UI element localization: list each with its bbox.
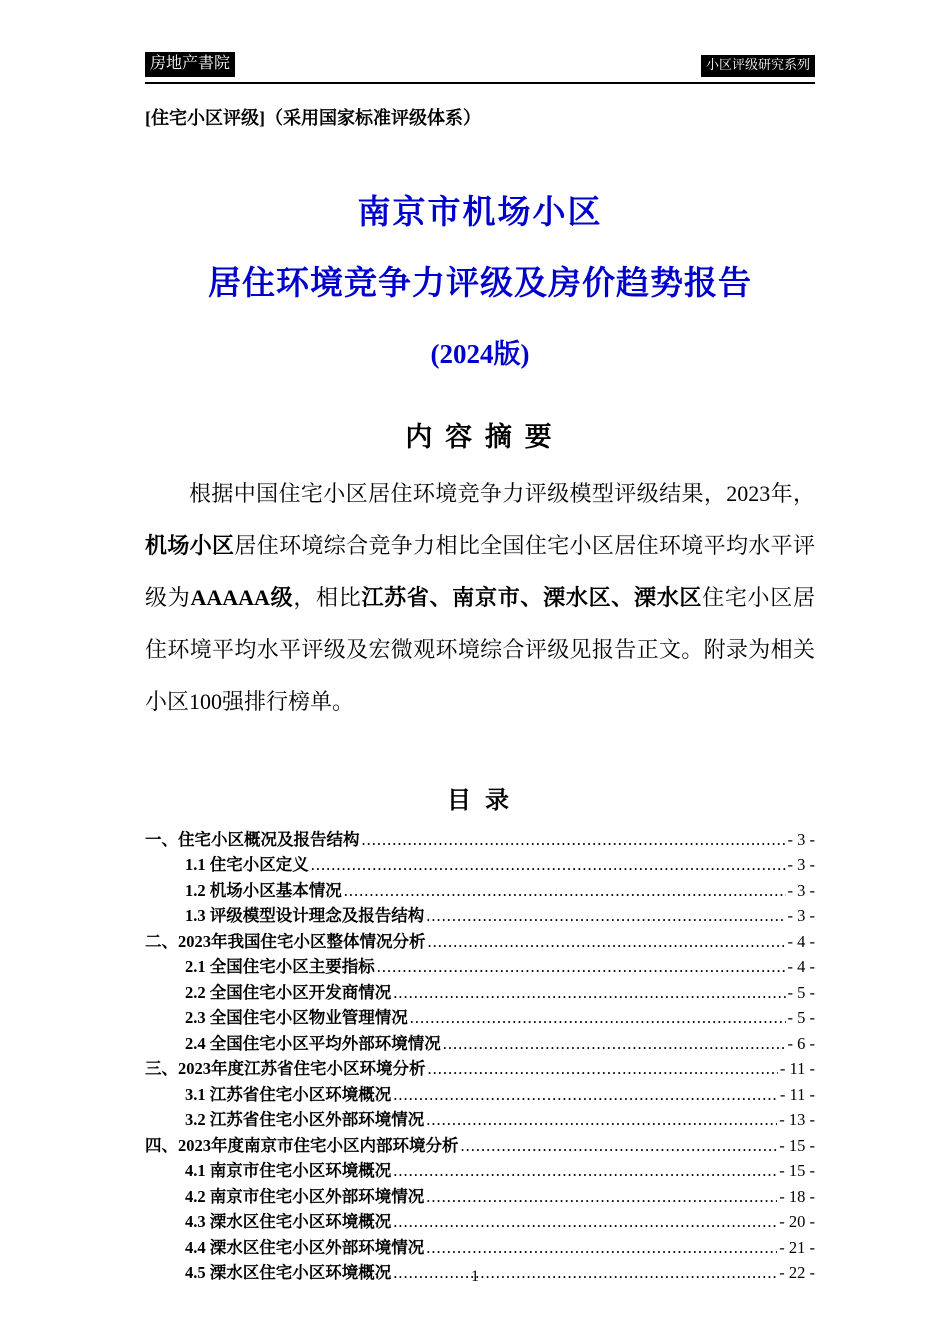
toc-item-label: 4.5 溧水区住宅小区环境概况 <box>185 1263 392 1283</box>
toc-item-label: 二、2023年我国住宅小区整体情况分析 <box>145 931 426 951</box>
summary-heading: 内 容 摘 要 <box>405 421 555 452</box>
toc-item <box>145 1107 815 1133</box>
toc-dot-leader <box>393 1158 777 1184</box>
toc-page-number: - 22 - <box>779 1263 815 1283</box>
toc-item-label: 2.4 全国住宅小区平均外部环境情况 <box>185 1033 441 1053</box>
toc-item <box>145 1235 815 1261</box>
toc-dot-leader <box>461 1133 778 1159</box>
toc-item-label: 4.4 溧水区住宅小区外部环境情况 <box>185 1237 425 1257</box>
toc-dot-leader <box>311 852 786 878</box>
summary-text-run: ，相比 <box>293 584 362 610</box>
toc-page-number: - 18 - <box>779 1186 815 1206</box>
toc-item <box>145 980 815 1006</box>
toc-dot-leader <box>426 903 785 929</box>
summary-text-bold-run: AAAAA级 <box>190 584 294 610</box>
toc-item-label: 一、住宅小区概况及报告结构 <box>145 829 360 849</box>
toc-item <box>145 852 815 878</box>
toc-page-number: - 4 - <box>787 957 815 977</box>
toc-item-label: 4.2 南京市住宅小区外部环境情况 <box>185 1186 425 1206</box>
toc-dot-leader <box>393 1082 778 1108</box>
toc-dot-leader <box>443 1031 786 1057</box>
toc-page-number: - 13 - <box>779 1110 815 1130</box>
toc-heading: 目 录 <box>447 787 513 814</box>
toc-item <box>145 1158 815 1184</box>
toc-item <box>145 1082 815 1108</box>
toc-item-label: 1.1 住宅小区定义 <box>185 855 309 875</box>
toc-page-number: - 6 - <box>787 1033 815 1053</box>
toc-item-label: 1.3 评级模型设计理念及报告结构 <box>185 906 425 926</box>
toc-page-number: - 11 - <box>779 1059 815 1079</box>
toc-item-label: 2.1 全国住宅小区主要指标 <box>185 957 375 977</box>
summary-text-run: 住宅小区居住环境平均水平评级及宏微观环境综合评级见报告正文。附录为相关小区100强排行榜单。 <box>145 584 815 714</box>
report-title-line2: 居住环境竞争力评级及房价趋势报告 <box>208 265 752 302</box>
report-edition: (2024版) <box>430 338 530 369</box>
toc-page-number: - 3 - <box>787 829 815 849</box>
header-rule <box>145 82 815 84</box>
toc-page-number: - 15 - <box>779 1161 815 1181</box>
summary-text-bold-run: 机场小区 <box>145 532 235 558</box>
toc-page-number: - 3 - <box>787 855 815 875</box>
toc-item <box>145 1056 815 1082</box>
toc-dot-leader <box>426 1184 777 1210</box>
toc-list <box>145 827 815 1286</box>
report-title-line1: 南京市机场小区 <box>357 194 603 231</box>
toc-item <box>145 1133 815 1159</box>
toc-dot-leader <box>426 1107 777 1133</box>
toc-item-label: 4.3 溧水区住宅小区环境概况 <box>185 1212 392 1232</box>
toc-item <box>145 929 815 955</box>
toc-item-label: 2.2 全国住宅小区开发商情况 <box>185 982 392 1002</box>
toc-page-number: - 5 - <box>787 1008 815 1028</box>
toc-dot-leader <box>362 827 786 853</box>
toc-dot-leader <box>428 1056 778 1082</box>
toc-item <box>145 827 815 853</box>
toc-item <box>145 1005 815 1031</box>
page-header <box>145 52 815 77</box>
toc-item <box>145 954 815 980</box>
toc-dot-leader <box>426 1235 777 1261</box>
toc-page-number: - 21 - <box>779 1237 815 1257</box>
toc-item <box>145 1184 815 1210</box>
toc-dot-leader <box>393 1209 777 1235</box>
summary-paragraph <box>145 468 815 728</box>
toc-page-number: - 3 - <box>787 880 815 900</box>
header-left-badge: 房地产書院 <box>145 52 235 77</box>
toc-page-number: - 20 - <box>779 1212 815 1232</box>
toc-item <box>145 1031 815 1057</box>
toc-item-label: 1.2 机场小区基本情况 <box>185 880 342 900</box>
toc-dot-leader <box>410 1005 786 1031</box>
summary-text-run: 居住环境综合竞争力相比全国住宅小区居住环境平均水平评级为 <box>145 532 815 610</box>
toc-item-label: 三、2023年度江苏省住宅小区环境分析 <box>145 1059 426 1079</box>
toc-dot-leader <box>393 980 785 1006</box>
toc-item-label: 3.2 江苏省住宅小区外部环境情况 <box>185 1110 425 1130</box>
page-number-footer: 1 <box>471 1268 479 1285</box>
toc-page-number: - 5 - <box>787 982 815 1002</box>
toc-item <box>145 1209 815 1235</box>
toc-page-number: - 4 - <box>787 931 815 951</box>
toc-item-label: 4.1 南京市住宅小区环境概况 <box>185 1161 392 1181</box>
toc-item-label: 3.1 江苏省住宅小区环境概况 <box>185 1084 392 1104</box>
summary-text-run: 根据中国住宅小区居住环境竞争力评级模型评级结果，2023年， <box>189 480 815 506</box>
toc-dot-leader <box>428 929 786 955</box>
toc-item-label: 2.3 全国住宅小区物业管理情况 <box>185 1008 408 1028</box>
toc-page-number: - 15 - <box>779 1135 815 1155</box>
toc-page-number: - 3 - <box>787 906 815 926</box>
header-right-badge: 小区评级研究系列 <box>701 55 815 76</box>
toc-item <box>145 878 815 904</box>
toc-page-number: - 11 - <box>779 1084 815 1104</box>
report-type-line: [住宅小区评级]（采用国家标准评级体系） <box>145 107 481 128</box>
title-block <box>145 186 815 371</box>
toc-dot-leader <box>344 878 786 904</box>
toc-item-label: 四、2023年度南京市住宅小区内部环境分析 <box>145 1135 459 1155</box>
toc-dot-leader <box>377 954 786 980</box>
toc-item <box>145 903 815 929</box>
summary-text-bold-run: 江苏省、南京市、溧水区、溧水区 <box>361 584 703 610</box>
